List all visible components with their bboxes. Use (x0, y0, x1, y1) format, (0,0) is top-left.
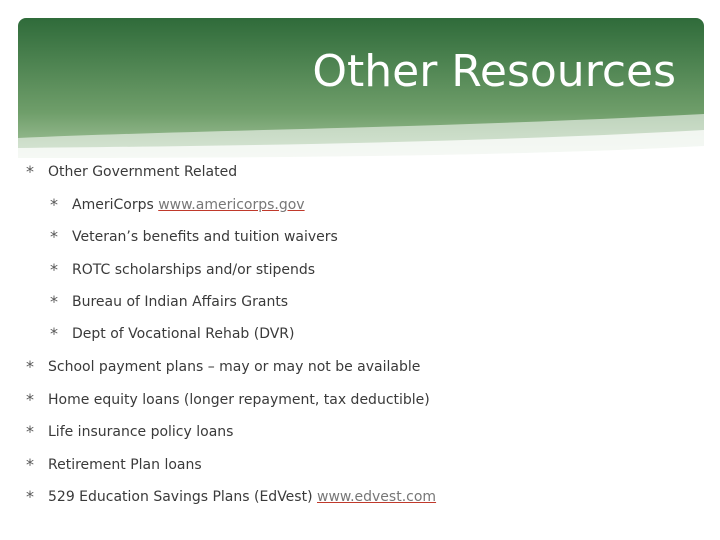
bullet-icon: * (26, 390, 34, 409)
list-item-text: Veteran’s benefits and tuition waivers (72, 229, 338, 245)
bullet-icon: * (26, 357, 34, 376)
list-item-text: Home equity loans (longer repayment, tax deductible) (48, 392, 430, 408)
bullet-icon: * (50, 227, 58, 246)
bullet-icon: * (50, 195, 58, 214)
bullet-icon: * (26, 422, 34, 441)
americorps-link[interactable]: www.americorps.gov (158, 197, 305, 213)
bullet-icon: * (26, 487, 34, 506)
list-item-text: Dept of Vocational Rehab (DVR) (72, 326, 295, 342)
edvest-link[interactable]: www.edvest.com (317, 489, 437, 505)
list-item-text: AmeriCorps (72, 197, 154, 213)
bullet-icon: * (26, 162, 34, 181)
bullet-icon: * (50, 292, 58, 311)
list-item-text: Retirement Plan loans (48, 457, 202, 473)
page-title: Other Resources (312, 46, 676, 97)
list-item-text: School payment plans – may or may not be available (48, 359, 421, 375)
list-item-text: Life insurance policy loans (48, 424, 234, 440)
bullet-icon: * (50, 324, 58, 343)
list-item-text: Bureau of Indian Affairs Grants (72, 294, 289, 310)
list-item-text: ROTC scholarships and/or stipends (72, 262, 316, 278)
list-item-text: 529 Education Savings Plans (EdVest) (48, 489, 313, 505)
list-item-text: Other Government Related (48, 164, 238, 180)
bullet-icon: * (50, 260, 58, 279)
bullet-icon: * (26, 455, 34, 474)
